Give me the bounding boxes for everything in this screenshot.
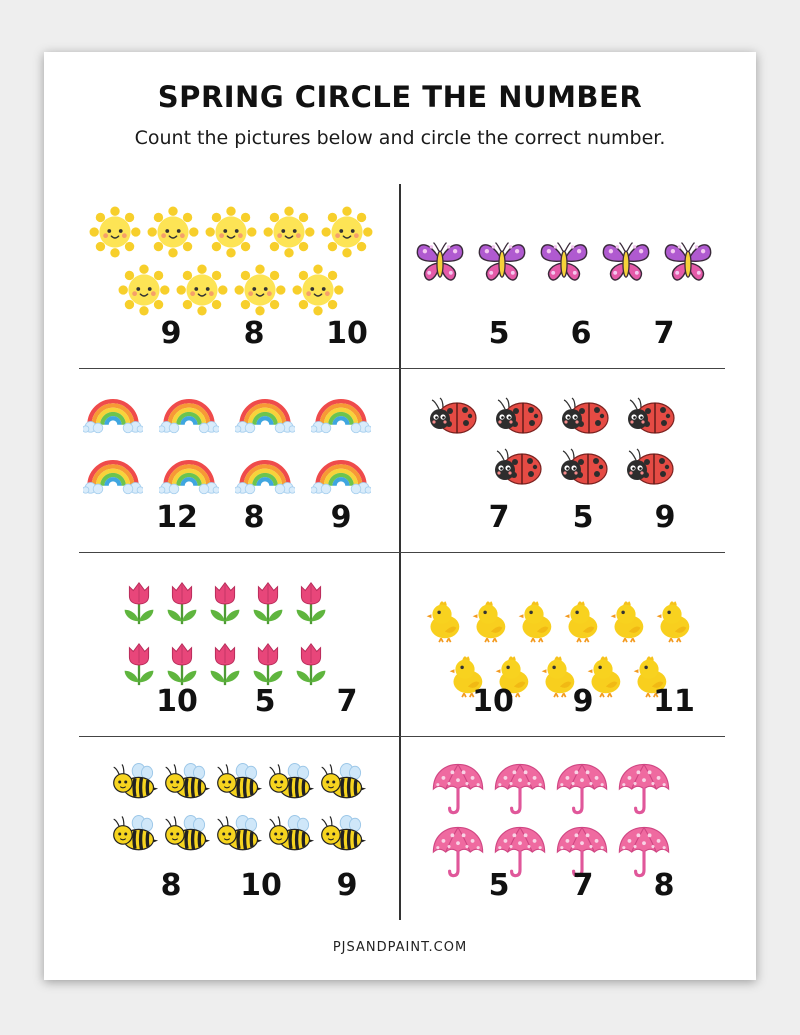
counting-cell [79,736,399,920]
answer-option[interactable]: 10 [472,684,514,719]
answer-option[interactable]: 7 [336,684,358,719]
ladybug-icon [556,441,610,495]
answer-option[interactable]: 11 [653,684,695,719]
rainbow-icon [159,445,219,505]
tulip-icon [201,640,249,688]
tulip-icon [115,579,163,627]
rainbow-icon [311,445,371,505]
tulip-icon [287,640,335,688]
answer-option[interactable]: 8 [243,316,265,351]
sun-icon [118,264,170,316]
answer-option[interactable]: 12 [156,500,198,535]
rainbow-icon [311,384,371,444]
sun-icon [176,264,228,316]
chick-icon [556,597,604,645]
chick-icon [602,597,650,645]
answer-option[interactable]: 9 [654,500,676,535]
ladybug-icon [425,390,479,444]
ladybug-icon [490,441,544,495]
bee-icon [162,757,212,807]
ladybug-icon [557,390,611,444]
counting-cell [401,184,725,368]
answer-option[interactable]: 5 [572,500,594,535]
answer-option[interactable]: 5 [254,684,276,719]
answer-option[interactable]: 9 [330,500,352,535]
counting-cell [401,736,725,920]
answer-option[interactable]: 5 [488,316,510,351]
butterfly-icon [475,235,529,289]
answer-option[interactable]: 9 [336,868,358,903]
tulip-icon [244,640,292,688]
tulip-icon [158,579,206,627]
tulip-icon [115,640,163,688]
sun-icon [321,206,373,258]
tulip-icon [287,579,335,627]
tulip-icon [244,579,292,627]
answer-option[interactable]: 7 [572,868,594,903]
bee-icon [318,757,368,807]
sun-icon [89,206,141,258]
rainbow-icon [83,445,143,505]
tulip-icon [201,579,249,627]
bee-icon [214,757,264,807]
rainbow-icon [235,384,295,444]
footer-website: PJSANDPAINT.COM [332,940,468,955]
sun-icon [147,206,199,258]
answer-option[interactable]: 5 [488,868,510,903]
answer-option[interactable]: 8 [160,868,182,903]
answer-option[interactable]: 8 [243,500,265,535]
rainbow-icon [159,384,219,444]
bee-icon [214,809,264,859]
chick-icon [464,597,512,645]
tulip-icon [158,640,206,688]
sun-icon [205,206,257,258]
bee-icon [318,809,368,859]
chick-icon [510,597,558,645]
worksheet [44,52,756,980]
bee-icon [162,809,212,859]
bee-icon [266,757,316,807]
answer-option[interactable]: 9 [572,684,594,719]
counting-cell [79,552,399,736]
answer-option[interactable]: 9 [160,316,182,351]
umbrella-icon [554,760,610,816]
bee-icon [266,809,316,859]
answer-option[interactable]: 8 [653,868,675,903]
ladybug-icon [491,390,545,444]
page-title: SPRING CIRCLE THE NUMBER [157,80,643,114]
umbrella-icon [492,760,548,816]
butterfly-icon [537,235,591,289]
butterfly-icon [413,235,467,289]
sun-icon [292,264,344,316]
ladybug-icon [623,390,677,444]
counting-cell [401,552,725,736]
answer-option[interactable]: 10 [326,316,368,351]
bee-icon [110,809,160,859]
answer-option[interactable]: 7 [488,500,510,535]
answer-option[interactable]: 7 [653,316,675,351]
sun-icon [234,264,286,316]
answer-option[interactable]: 10 [240,868,282,903]
counting-cell [79,368,399,552]
bee-icon [110,757,160,807]
butterfly-icon [599,235,653,289]
ladybug-icon [622,441,676,495]
counting-cell [401,368,725,552]
rainbow-icon [83,384,143,444]
chick-icon [648,597,696,645]
umbrella-icon [616,760,672,816]
sun-icon [263,206,315,258]
answer-option[interactable]: 10 [156,684,198,719]
rainbow-icon [235,445,295,505]
umbrella-icon [430,760,486,816]
butterfly-icon [661,235,715,289]
counting-cell [79,184,399,368]
chick-icon [418,597,466,645]
answer-option[interactable]: 6 [570,316,592,351]
page-instructions: Count the pictures below and circle the correct number. [134,127,666,149]
